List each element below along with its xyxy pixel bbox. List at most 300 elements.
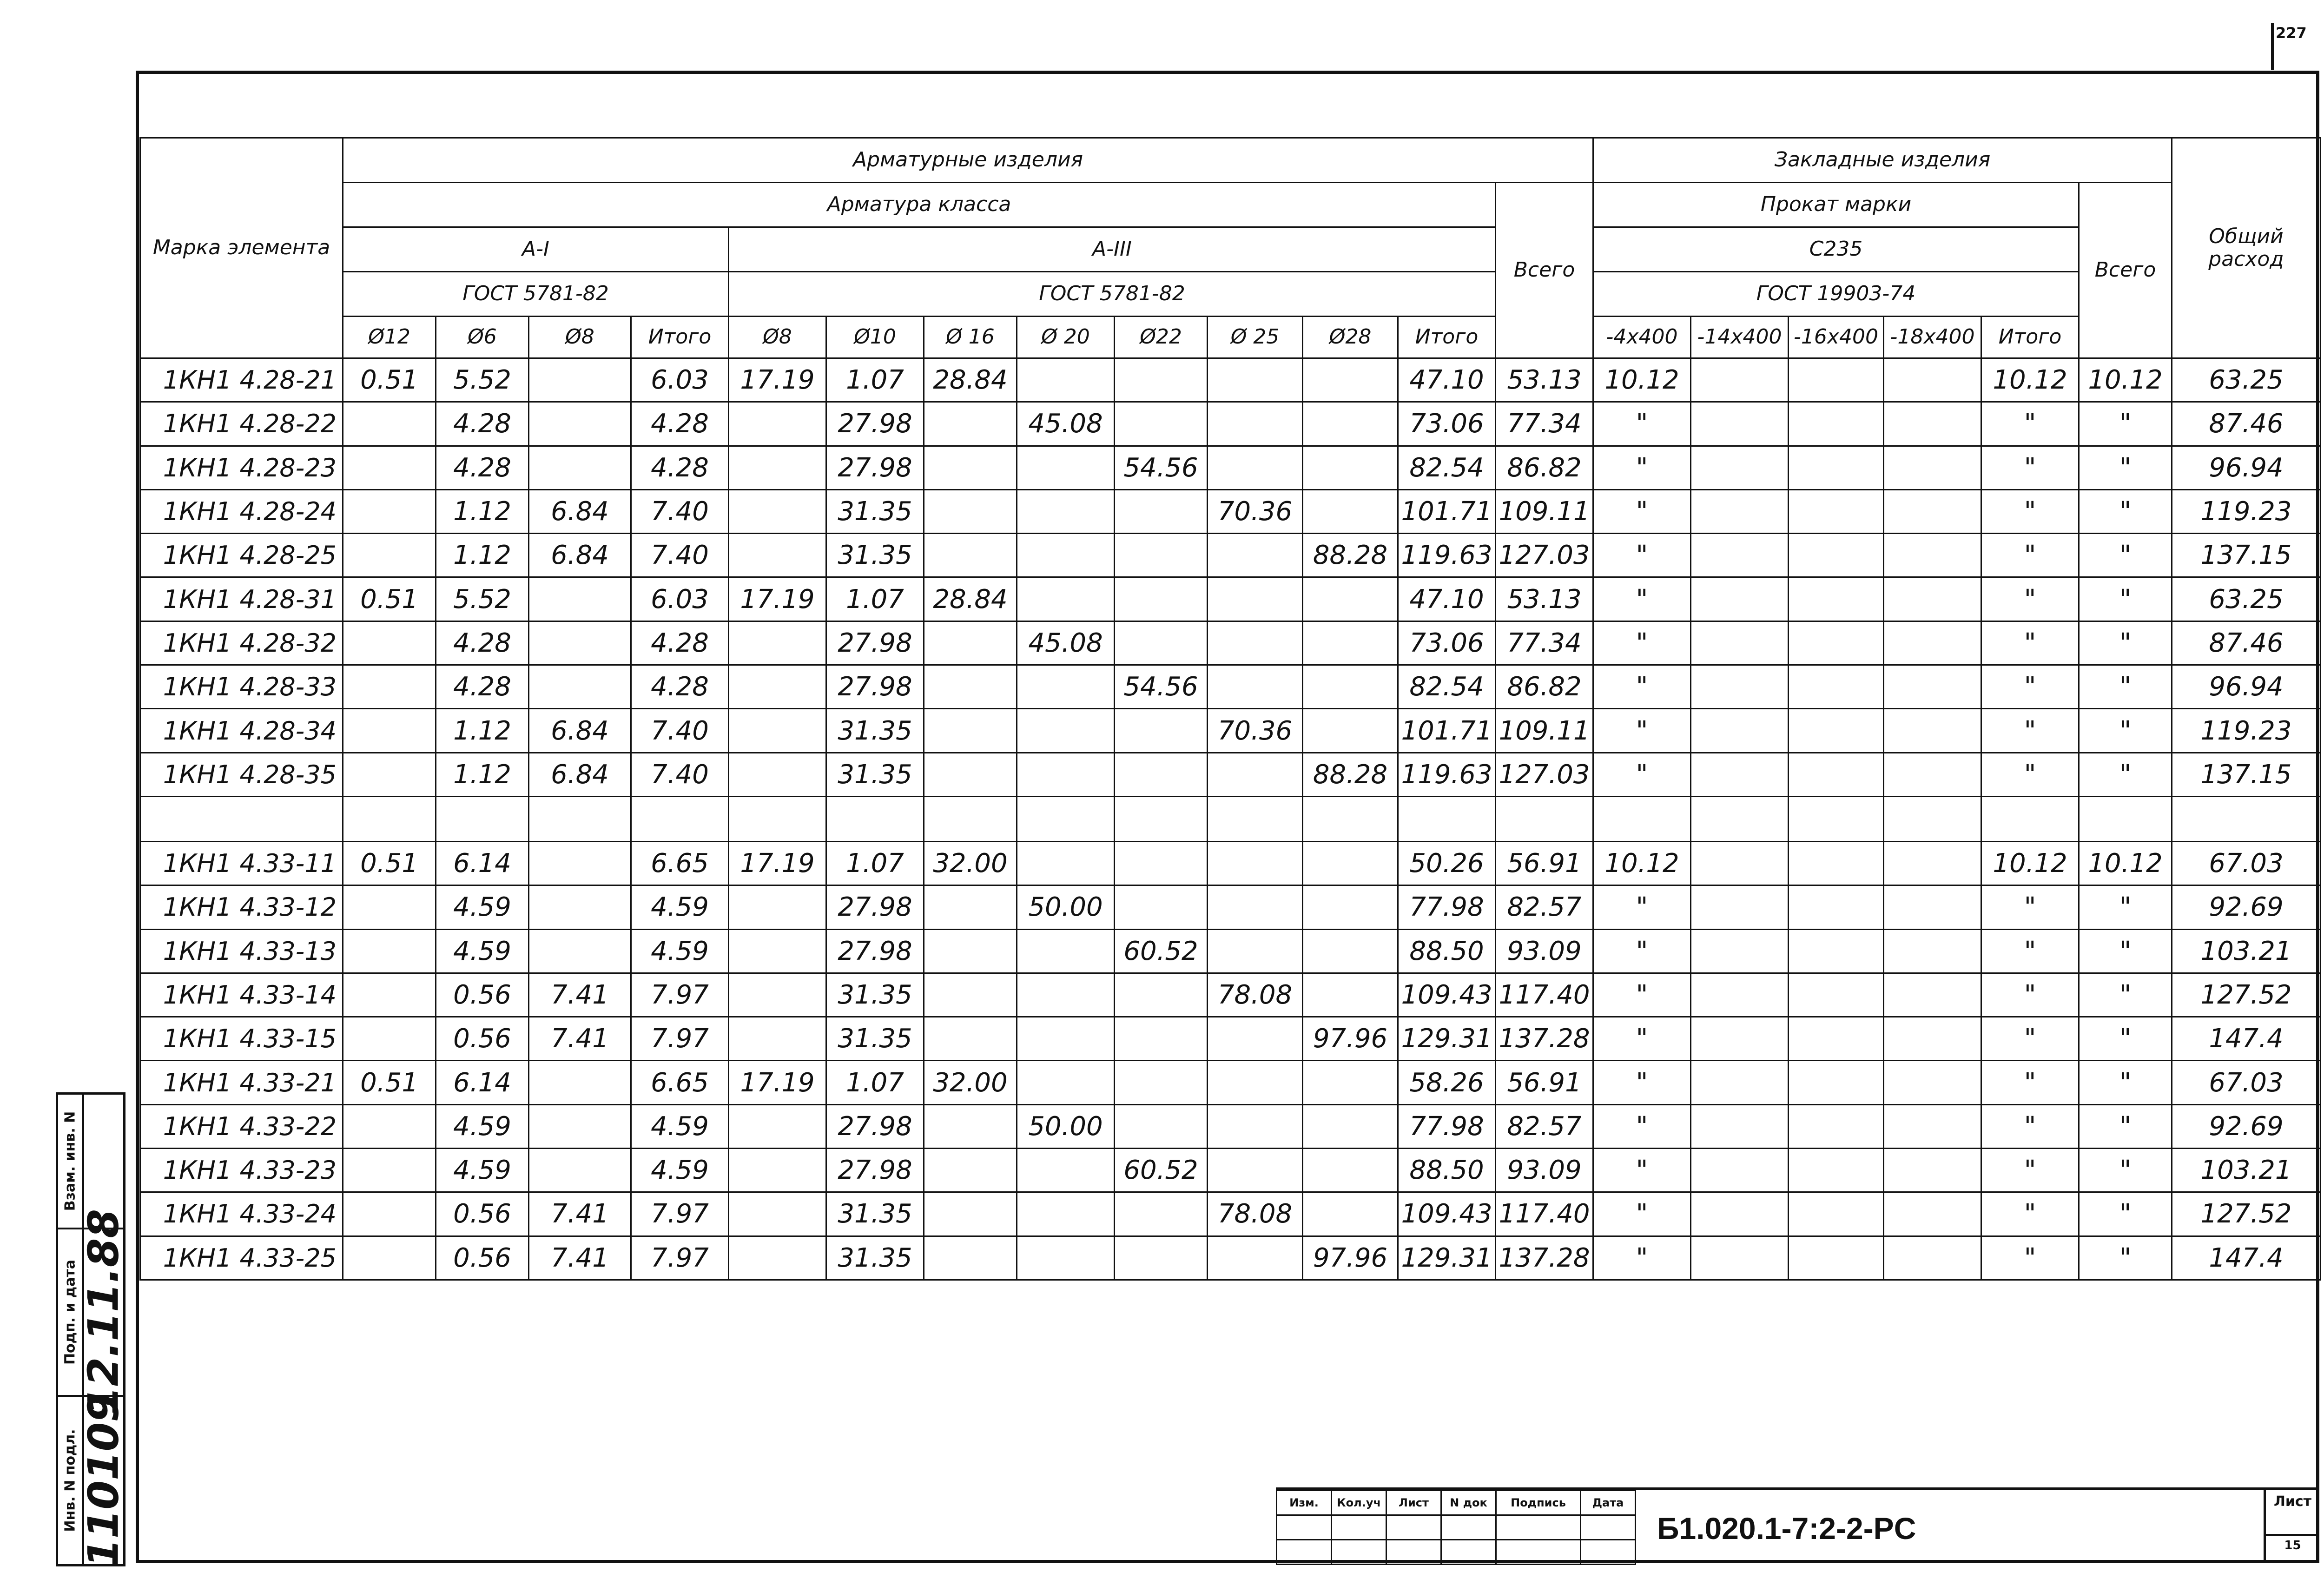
table-cell: 96.94 (2172, 446, 2321, 489)
table-cell (729, 1017, 826, 1061)
table-cell (924, 665, 1017, 709)
table-cell: 77.98 (1398, 1104, 1496, 1148)
table-cell: 7.97 (631, 1236, 729, 1280)
table-cell: " (1981, 1104, 2079, 1148)
table-cell (729, 753, 826, 796)
column-header: Итого (631, 317, 729, 358)
table-cell: 10.12 (1593, 358, 1691, 402)
header-class-a1: A-I (343, 227, 729, 272)
table-cell: 32.00 (924, 1061, 1017, 1104)
table-cell (1303, 709, 1398, 753)
column-header: Ø22 (1115, 317, 1208, 358)
table-cell (1115, 841, 1208, 885)
header-embedded-products: Закладные изделия (1593, 138, 2172, 183)
table-cell (924, 1192, 1017, 1236)
table-cell: " (2079, 446, 2172, 489)
table-cell (1017, 929, 1115, 973)
table-cell (343, 534, 436, 577)
table-cell: 10.12 (2079, 841, 2172, 885)
table-cell: 6.65 (631, 1061, 729, 1104)
element-mark: 1КН1 4.28-25 (140, 534, 343, 577)
table-cell: " (1593, 929, 1691, 973)
table-cell (729, 621, 826, 665)
table-cell (529, 885, 631, 929)
table-cell (343, 402, 436, 446)
table-cell (1691, 973, 1789, 1017)
table-cell: " (1981, 885, 2079, 929)
table-cell: 4.28 (631, 621, 729, 665)
table-cell: 4.28 (436, 446, 529, 489)
table-cell (1789, 1236, 1884, 1280)
table-cell: " (1981, 402, 2079, 446)
table-cell (1303, 1149, 1398, 1192)
table-cell (1017, 841, 1115, 885)
table-cell: " (1981, 665, 2079, 709)
table-cell (1884, 1149, 1981, 1192)
table-cell: 1.07 (826, 841, 924, 885)
title-block (1276, 1487, 2319, 1563)
table-cell (924, 973, 1017, 1017)
element-mark: 1КН1 4.33-11 (140, 841, 343, 885)
table-cell (529, 929, 631, 973)
table-cell: " (2079, 1061, 2172, 1104)
header-total-armature: Всего (1496, 183, 1593, 358)
table-cell (1208, 841, 1303, 885)
table-cell: 63.25 (2172, 358, 2321, 402)
date-handwritten: 12.11.88 (79, 1209, 128, 1416)
table-cell: 97.96 (1303, 1017, 1398, 1061)
table-cell (1789, 753, 1884, 796)
table-cell (1208, 1061, 1303, 1104)
table-cell: 4.59 (631, 1149, 729, 1192)
table-cell: 17.19 (729, 577, 826, 621)
table-cell: 27.98 (826, 1104, 924, 1148)
table-cell (1884, 1192, 1981, 1236)
table-cell: 28.84 (924, 358, 1017, 402)
table-cell: 27.98 (826, 402, 924, 446)
table-cell (924, 621, 1017, 665)
table-cell (1884, 665, 1981, 709)
table-cell: 6.03 (631, 577, 729, 621)
table-cell: " (1593, 489, 1691, 533)
table-cell: 67.03 (2172, 841, 2321, 885)
table-cell (1017, 753, 1115, 796)
table-cell (1115, 402, 1208, 446)
table-cell (1691, 621, 1789, 665)
table-cell (529, 1061, 631, 1104)
table-cell (529, 358, 631, 402)
table-cell: 31.35 (826, 489, 924, 533)
table-cell (343, 489, 436, 533)
table-cell (1017, 1192, 1115, 1236)
column-header: Ø8 (729, 317, 826, 358)
table-cell (729, 885, 826, 929)
table-cell: 77.34 (1496, 621, 1593, 665)
element-mark: 1КН1 4.33-23 (140, 1149, 343, 1192)
table-cell: 117.40 (1496, 1192, 1593, 1236)
table-row (140, 709, 2321, 753)
table-cell: " (1593, 1104, 1691, 1148)
table-cell (343, 709, 436, 753)
table-cell (729, 973, 826, 1017)
label-podp-data: Подп. и дата (62, 1259, 79, 1365)
table-cell: 1.12 (436, 753, 529, 796)
table-cell: 0.51 (343, 841, 436, 885)
title-block-column-label: Подпись (1496, 1491, 1581, 1515)
table-cell: " (1593, 885, 1691, 929)
table-cell (1789, 489, 1884, 533)
rows-group-4-33 (140, 841, 2321, 1280)
table-cell: 28.84 (924, 577, 1017, 621)
table-cell (1691, 709, 1789, 753)
table-cell (529, 577, 631, 621)
table-cell (343, 1149, 436, 1192)
table-cell (1208, 621, 1303, 665)
table-cell: 88.50 (1398, 1149, 1496, 1192)
table-row (140, 753, 2321, 796)
header-steel-grade: С235 (1593, 227, 2079, 272)
column-header: Ø6 (436, 317, 529, 358)
table-cell: 88.50 (1398, 929, 1496, 973)
table-cell: 137.15 (2172, 534, 2321, 577)
table-cell (1884, 621, 1981, 665)
table-cell: " (1593, 753, 1691, 796)
table-cell: 31.35 (826, 973, 924, 1017)
table-cell (1017, 1017, 1115, 1061)
table-cell (1691, 1061, 1789, 1104)
title-block-column-label: Кол.уч (1332, 1491, 1386, 1515)
table-cell (924, 885, 1017, 929)
table-cell (1017, 446, 1115, 489)
table-cell (1691, 402, 1789, 446)
title-block-column-label: Изм. (1277, 1491, 1332, 1515)
table-cell: " (2079, 1017, 2172, 1061)
table-cell: 67.03 (2172, 1061, 2321, 1104)
table-cell: " (2079, 973, 2172, 1017)
table-cell: " (1593, 621, 1691, 665)
table-cell (1303, 489, 1398, 533)
table-cell (1303, 621, 1398, 665)
table-cell (1115, 1061, 1208, 1104)
table-cell: 63.25 (2172, 577, 2321, 621)
table-cell: " (1593, 665, 1691, 709)
table-cell (343, 446, 436, 489)
table-cell (1789, 929, 1884, 973)
table-cell: 7.40 (631, 489, 729, 533)
table-cell (1303, 1061, 1398, 1104)
table-cell: " (1981, 1236, 2079, 1280)
table-row (140, 577, 2321, 621)
table-cell: 127.03 (1496, 753, 1593, 796)
table-cell: " (1981, 973, 2079, 1017)
table-cell (729, 402, 826, 446)
table-cell: 7.40 (631, 753, 729, 796)
table-cell: 56.91 (1496, 1061, 1593, 1104)
table-cell: 137.28 (1496, 1236, 1593, 1280)
table-cell (1017, 665, 1115, 709)
table-row (140, 929, 2321, 973)
table-cell: " (1981, 621, 2079, 665)
table-cell: 77.98 (1398, 885, 1496, 929)
table-cell: 47.10 (1398, 358, 1496, 402)
table-cell: 77.34 (1496, 402, 1593, 446)
table-cell (1691, 1104, 1789, 1148)
table-cell: " (1593, 577, 1691, 621)
table-cell (1115, 973, 1208, 1017)
table-cell (1691, 1149, 1789, 1192)
table-cell (1115, 709, 1208, 753)
table-cell: 56.91 (1496, 841, 1593, 885)
table-cell: 1.07 (826, 577, 924, 621)
table-row (140, 1104, 2321, 1148)
header-grand-total: Общий расход (2172, 138, 2321, 358)
table-cell: 27.98 (826, 929, 924, 973)
table-cell: " (1593, 973, 1691, 1017)
table-cell (1303, 1192, 1398, 1236)
table-cell: 4.59 (631, 929, 729, 973)
element-mark: 1КН1 4.28-34 (140, 709, 343, 753)
table-cell: 119.23 (2172, 489, 2321, 533)
table-cell: 78.08 (1208, 1192, 1303, 1236)
table-header (140, 138, 2321, 358)
table-cell: " (1593, 1236, 1691, 1280)
table-cell (1691, 665, 1789, 709)
title-block-column-label: N док (1441, 1491, 1496, 1515)
table-cell (1789, 1061, 1884, 1104)
column-header: -16x400 (1789, 317, 1884, 358)
table-cell (924, 929, 1017, 973)
table-cell (1303, 402, 1398, 446)
table-cell: 1.12 (436, 534, 529, 577)
table-cell (1691, 358, 1789, 402)
table-cell (1884, 1236, 1981, 1280)
table-cell: " (1981, 577, 2079, 621)
table-cell (343, 885, 436, 929)
table-cell: 127.03 (1496, 534, 1593, 577)
table-cell: " (2079, 489, 2172, 533)
table-cell: 93.09 (1496, 929, 1593, 973)
table-cell (1691, 1236, 1789, 1280)
table-cell (729, 665, 826, 709)
specification-table (139, 137, 2321, 1281)
table-cell (1789, 1149, 1884, 1192)
table-cell: " (1593, 446, 1691, 489)
table-cell: 92.69 (2172, 885, 2321, 929)
table-cell: 7.41 (529, 1017, 631, 1061)
column-header: Итого (1398, 317, 1496, 358)
table-cell (1115, 489, 1208, 533)
table-cell: 119.63 (1398, 753, 1496, 796)
table-cell (1115, 621, 1208, 665)
element-mark: 1КН1 4.33-24 (140, 1192, 343, 1236)
table-cell: 4.59 (436, 885, 529, 929)
table-cell: 7.40 (631, 534, 729, 577)
table-cell (924, 709, 1017, 753)
table-row (140, 841, 2321, 885)
table-cell (1115, 577, 1208, 621)
table-cell (1884, 489, 1981, 533)
table-cell (343, 1236, 436, 1280)
label-vzam-inv: Взам. инв. N (62, 1111, 79, 1211)
table-cell: " (1593, 1149, 1691, 1192)
table-cell: 60.52 (1115, 1149, 1208, 1192)
table-cell: 45.08 (1017, 402, 1115, 446)
table-cell: 17.19 (729, 358, 826, 402)
table-cell (1691, 841, 1789, 885)
table-cell: 88.28 (1303, 753, 1398, 796)
table-row (140, 1236, 2321, 1280)
table-cell (529, 665, 631, 709)
title-block-column-label: Дата (1581, 1491, 1636, 1515)
element-mark: 1КН1 4.28-35 (140, 753, 343, 796)
sheet-number: 15 (2266, 1534, 2319, 1552)
table-cell (1115, 1104, 1208, 1148)
table-cell (529, 1104, 631, 1148)
table-cell: " (2079, 402, 2172, 446)
table-cell (1208, 753, 1303, 796)
table-cell: 1.12 (436, 709, 529, 753)
table-cell: 6.84 (529, 709, 631, 753)
table-cell: 0.56 (436, 1192, 529, 1236)
table-cell: 6.65 (631, 841, 729, 885)
table-cell: " (2079, 665, 2172, 709)
table-cell: 27.98 (826, 1149, 924, 1192)
column-header-row (140, 317, 2321, 358)
table-row (140, 489, 2321, 533)
table-cell (1691, 577, 1789, 621)
table-cell: 109.43 (1398, 973, 1496, 1017)
table-cell: 82.54 (1398, 665, 1496, 709)
table-cell (1789, 534, 1884, 577)
table-cell (729, 1104, 826, 1148)
table-cell (924, 1104, 1017, 1148)
column-header: -18x400 (1884, 317, 1981, 358)
table-cell (1208, 885, 1303, 929)
column-header: Ø8 (529, 317, 631, 358)
table-cell (1789, 446, 1884, 489)
table-cell (1208, 1017, 1303, 1061)
table-cell: " (1593, 402, 1691, 446)
table-cell (1017, 1236, 1115, 1280)
table-cell: " (2079, 534, 2172, 577)
header-mark: Марка элемента (140, 138, 343, 358)
table-row (140, 358, 2321, 402)
table-row (140, 1192, 2321, 1236)
table-cell: " (1593, 709, 1691, 753)
table-cell: " (1981, 446, 2079, 489)
sheet-corner-mark (2271, 23, 2274, 70)
table-cell: 0.51 (343, 1061, 436, 1104)
table-cell (924, 753, 1017, 796)
header-total-embedded: Всего (2079, 183, 2172, 358)
table-cell: " (1981, 1061, 2079, 1104)
table-row (140, 973, 2321, 1017)
table-cell: " (2079, 1104, 2172, 1148)
column-header: Ø 25 (1208, 317, 1303, 358)
table-cell (1208, 1149, 1303, 1192)
table-cell (1303, 841, 1398, 885)
table-cell: 27.98 (826, 885, 924, 929)
table-cell (1303, 446, 1398, 489)
table-cell (1789, 841, 1884, 885)
label-inv-podl: Инв. N подл. (62, 1429, 79, 1532)
table-cell (924, 1017, 1017, 1061)
table-cell (1789, 621, 1884, 665)
table-cell: 7.97 (631, 1192, 729, 1236)
table-cell: 53.13 (1496, 358, 1593, 402)
table-cell: 109.11 (1496, 489, 1593, 533)
table-cell: 31.35 (826, 534, 924, 577)
table-cell (924, 489, 1017, 533)
column-header: Ø12 (343, 317, 436, 358)
table-cell: " (2079, 577, 2172, 621)
table-row (140, 1149, 2321, 1192)
table-cell (529, 621, 631, 665)
table-cell (1789, 358, 1884, 402)
column-header: Итого (1981, 317, 2079, 358)
title-block-column-label: Лист (1386, 1491, 1441, 1515)
table-cell: 53.13 (1496, 577, 1593, 621)
table-cell (1884, 446, 1981, 489)
table-cell (1303, 1104, 1398, 1148)
table-cell: 50.26 (1398, 841, 1496, 885)
table-cell: 6.84 (529, 753, 631, 796)
table-cell (1303, 665, 1398, 709)
table-cell: 31.35 (826, 753, 924, 796)
table-cell (1303, 929, 1398, 973)
table-cell (1303, 358, 1398, 402)
table-cell (1884, 1017, 1981, 1061)
table-row (140, 1061, 2321, 1104)
table-cell: " (2079, 1192, 2172, 1236)
table-cell (343, 753, 436, 796)
table-cell: 10.12 (2079, 358, 2172, 402)
table-cell (1017, 534, 1115, 577)
table-cell (1884, 753, 1981, 796)
table-cell: " (2079, 929, 2172, 973)
element-mark: 1КН1 4.33-12 (140, 885, 343, 929)
table-cell: 7.41 (529, 973, 631, 1017)
table-cell: " (1593, 1061, 1691, 1104)
table-cell: 147.4 (2172, 1236, 2321, 1280)
table-cell (1884, 1104, 1981, 1148)
table-cell: 119.63 (1398, 534, 1496, 577)
table-cell (1691, 1192, 1789, 1236)
table-cell: 58.26 (1398, 1061, 1496, 1104)
table-cell (343, 1192, 436, 1236)
table-cell: 31.35 (826, 1017, 924, 1061)
column-header: Ø28 (1303, 317, 1398, 358)
table-cell: 0.56 (436, 973, 529, 1017)
table-cell: 31.35 (826, 709, 924, 753)
table-cell: 45.08 (1017, 621, 1115, 665)
table-cell (1789, 1192, 1884, 1236)
table-cell (1789, 402, 1884, 446)
table-cell: " (1593, 1017, 1691, 1061)
inventory-number-handwritten: 110109 (79, 1393, 128, 1568)
table-cell: 101.71 (1398, 709, 1496, 753)
table-cell: 103.21 (2172, 929, 2321, 973)
header-steel-gost: ГОСТ 19903-74 (1593, 272, 2079, 317)
table-cell: " (2079, 1236, 2172, 1280)
table-cell: " (2079, 753, 2172, 796)
element-mark: 1КН1 4.33-15 (140, 1017, 343, 1061)
table-cell: 7.41 (529, 1192, 631, 1236)
element-mark: 1КН1 4.28-33 (140, 665, 343, 709)
table-cell (1691, 1017, 1789, 1061)
table-cell (343, 1017, 436, 1061)
table-cell (529, 402, 631, 446)
